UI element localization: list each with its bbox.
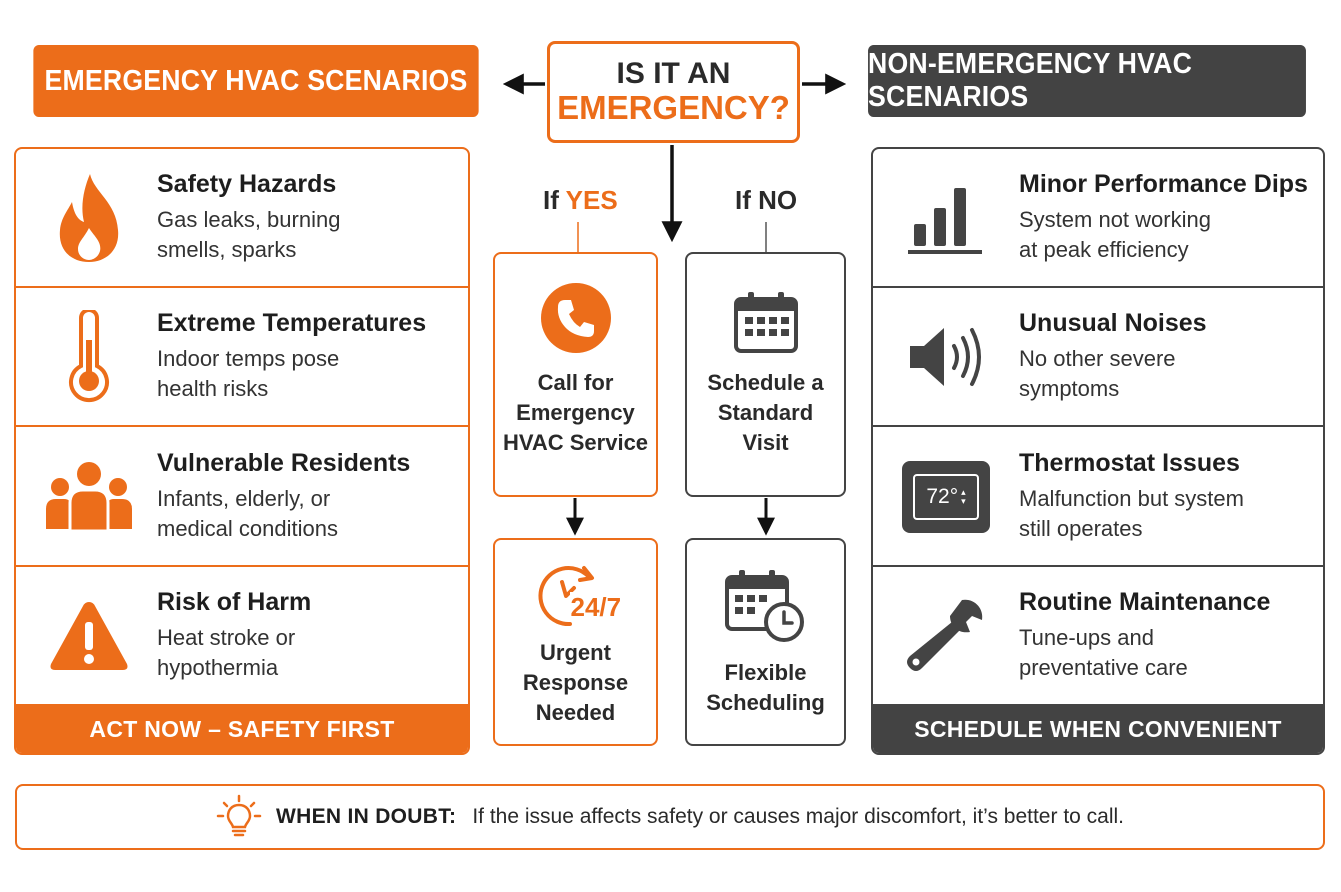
emergency-question-box — [547, 41, 800, 143]
urgent-response-text: Urgent Response Needed — [522, 640, 629, 725]
flame-icon — [34, 163, 144, 273]
scenario-desc-line-2: medical conditions — [157, 516, 338, 541]
thermometer-icon — [34, 302, 144, 412]
phone-icon — [540, 282, 612, 354]
if-yes-prefix: If — [543, 185, 559, 215]
if-no-label: If NO — [735, 185, 798, 215]
scenario-row-extreme-temperatures — [16, 288, 468, 427]
non-emergency-header-label: NON-EMERGENCY HVAC SCENARIOS — [868, 48, 1193, 113]
scenario-desc-line-1: Heat stroke or — [157, 625, 296, 650]
wrench-icon — [891, 581, 1001, 691]
emergency-header-label: EMERGENCY HVAC SCENARIOS — [44, 64, 468, 97]
scenario-desc-line-2: hypothermia — [157, 655, 279, 680]
emergency-footer: ACT NOW – SAFETY FIRST — [16, 705, 468, 753]
when-in-doubt-banner — [15, 784, 1325, 850]
people-icon — [34, 442, 144, 552]
non-emergency-scenarios-panel — [871, 147, 1325, 755]
calendar-clock-icon — [724, 568, 808, 644]
scenario-title: Safety Hazards — [157, 170, 337, 198]
scenario-desc-line-1: Indoor temps pose — [157, 346, 340, 371]
scenario-row-unusual-noises — [873, 288, 1323, 427]
when-in-doubt-label: WHEN IN DOUBT: — [275, 805, 457, 828]
question-line-2: EMERGENCY? — [557, 89, 790, 127]
schedule-visit-text: Schedule a Standard Visit — [707, 370, 824, 455]
clock-24-7-icon — [530, 562, 622, 632]
call-emergency-text: Call for Emergency HVAC Service — [502, 370, 649, 455]
scenario-desc-line-1: System not working — [1019, 207, 1211, 232]
bar-chart-icon — [891, 163, 1001, 273]
schedule-standard-visit-box — [685, 252, 846, 497]
scenario-desc-line-2: health risks — [157, 376, 269, 401]
scenario-desc-line-2: at peak efficiency — [1019, 237, 1189, 262]
calendar-icon — [733, 290, 799, 354]
flexible-scheduling-box — [685, 538, 846, 746]
clock-24-7-badge: 24/7 — [570, 592, 622, 622]
thermostat-display-value: 72° — [926, 484, 959, 508]
question-line-1: IS IT AN — [616, 56, 731, 90]
scenario-row-thermostat-issues — [873, 428, 1323, 567]
if-yes-label — [543, 185, 618, 216]
urgent-response-box — [493, 538, 658, 746]
scenario-desc-line-1: Malfunction but system — [1019, 486, 1244, 511]
scenario-desc-line-1: Tune-ups and — [1019, 625, 1154, 650]
scenario-desc-line-2: smells, sparks — [157, 237, 297, 262]
scenario-desc-line-1: Gas leaks, burning — [157, 207, 341, 232]
scenario-title: Routine Maintenance — [1019, 588, 1271, 616]
scenario-title: Minor Performance Dips — [1019, 170, 1308, 198]
scenario-desc-line-1: No other severe — [1019, 346, 1176, 371]
scenario-desc-line-1: Infants, elderly, or — [157, 486, 331, 511]
scenario-row-risk-of-harm — [16, 567, 468, 706]
scenario-row-safety-hazards — [16, 149, 468, 288]
call-emergency-service-box — [493, 252, 658, 497]
non-emergency-footer: SCHEDULE WHEN CONVENIENT — [873, 705, 1323, 753]
lightbulb-icon — [216, 794, 262, 840]
scenario-desc-line-2: still operates — [1019, 516, 1143, 541]
when-in-doubt-text: If the issue affects safety or causes major discomfort, it’s better to call. — [472, 805, 1125, 828]
scenario-title: Extreme Temperatures — [157, 309, 427, 337]
if-yes-word: YES — [565, 185, 618, 215]
thermostat-icon: 72° ▴ ▾ — [891, 442, 1001, 552]
scenario-row-routine-maintenance — [873, 567, 1323, 706]
flexible-scheduling-text: Flexible Scheduling — [706, 660, 825, 715]
scenario-row-minor-performance-dips — [873, 149, 1323, 288]
scenario-title: Thermostat Issues — [1019, 449, 1240, 477]
scenario-title: Unusual Noises — [1019, 309, 1207, 337]
scenario-title: Vulnerable Residents — [157, 449, 411, 477]
warning-icon — [34, 581, 144, 691]
scenario-row-vulnerable-residents — [16, 428, 468, 567]
scenario-desc-line-2: symptoms — [1019, 376, 1120, 401]
emergency-scenarios-panel — [14, 147, 470, 755]
speaker-icon — [891, 302, 1001, 412]
scenario-title: Risk of Harm — [157, 588, 312, 616]
scenario-desc-line-2: preventative care — [1019, 655, 1188, 680]
